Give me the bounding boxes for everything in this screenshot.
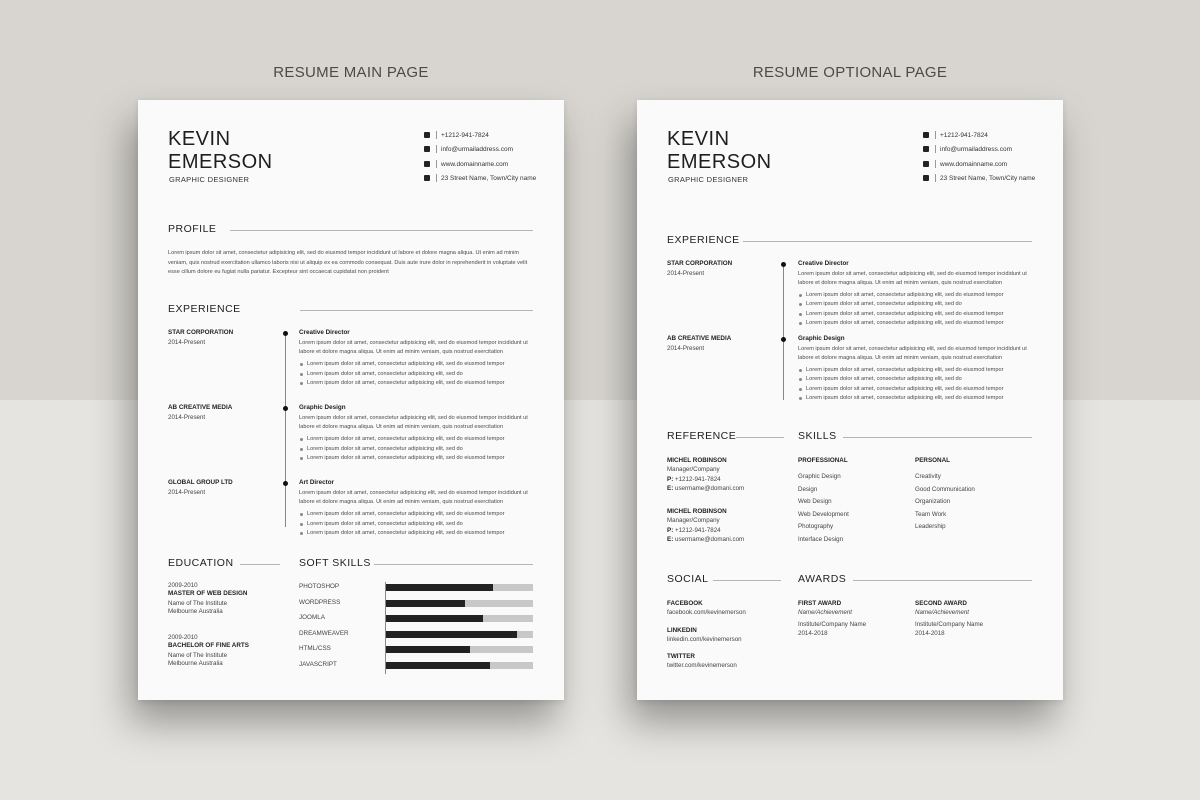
contact-text: www.domainname.com xyxy=(940,160,1008,168)
skill-bar-fill xyxy=(386,584,493,591)
contact-text: +1212-941-7824 xyxy=(940,132,988,139)
personal-skill: Organization xyxy=(915,498,951,506)
education-years: 2009-2010 xyxy=(168,634,198,641)
caption-optional-page: RESUME OPTIONAL PAGE xyxy=(752,64,948,81)
job-role: Graphic Design xyxy=(798,335,845,342)
job-role: Creative Director xyxy=(299,329,350,336)
personal-skill: Team Work xyxy=(915,510,947,518)
globe-icon xyxy=(424,161,430,167)
job-bullet: Lorem ipsum dolor sit amet, consectetur adipisicing elit, sed do eiusmod tempor xyxy=(307,361,505,367)
job-bullet: Lorem ipsum dolor sit amet, consectetur adipisicing elit, sed do eiusmod tempor xyxy=(806,367,1004,373)
timeline-dot xyxy=(781,262,786,267)
skills-rule xyxy=(843,437,1032,438)
caption-main-page: RESUME MAIN PAGE xyxy=(273,64,429,81)
soft-skills-rule xyxy=(374,564,533,565)
award-title: SECOND AWARD xyxy=(915,600,967,607)
contact-divider xyxy=(436,174,437,182)
person-name xyxy=(168,128,273,174)
education-rule xyxy=(240,564,280,565)
personal-skill: Good Communication xyxy=(915,485,975,493)
professional-skill: Interface Design xyxy=(798,536,844,543)
timeline-dot xyxy=(781,337,786,342)
last-name: EMERSON xyxy=(667,151,772,173)
resume-main-page xyxy=(138,100,564,700)
profile-text: Lorem ipsum dolor sit amet, consectetur adipisicing elit, sed do eiusmod tempor incididunt ut labore et dolore magna aliqua. Ut enim ad minim veniam, quis nostrud exercitation ullamco laboris nisi ut aliquip ex ea commodo consequat. Duis aute irure dolor in reprehenderit in voluptate velit esse cillum dolore eu fugiat nulla pariatur. Excepteur sint occaecat cupidatat non proident xyxy=(168,250,528,275)
education-degree: MASTER OF WEB DESIGN xyxy=(168,590,248,597)
job-role: Creative Director xyxy=(798,260,849,267)
job-title: GRAPHIC DESIGNER xyxy=(668,175,749,184)
job-bullet: Lorem ipsum dolor sit amet, consectetur adipisicing elit, sed do xyxy=(307,445,463,452)
soft-skill-name: JAVASCRIPT xyxy=(299,660,337,668)
social-network: TWITTER xyxy=(667,653,695,660)
awards-rule xyxy=(853,580,1032,581)
social-handle: facebook.com/kevinemerson xyxy=(667,609,746,616)
skill-bar-fill xyxy=(386,646,470,653)
award-years: 2014-2018 xyxy=(798,630,828,637)
mail-icon xyxy=(923,146,929,152)
experience-rule xyxy=(743,241,1032,242)
contact-divider xyxy=(935,145,936,153)
mail-icon xyxy=(424,146,430,152)
professional-skill: Design xyxy=(798,485,818,493)
last-name: EMERSON xyxy=(168,151,273,173)
contact-divider xyxy=(436,145,437,153)
location-icon xyxy=(923,175,929,181)
contact-text: info@urmailaddress.com xyxy=(441,146,513,154)
reference-phone: +1212-941-7824 xyxy=(675,527,721,534)
reference-role: Manager/Company xyxy=(667,517,720,524)
experience-rule xyxy=(300,310,533,311)
soft-skill-name: WORDPRESS xyxy=(299,598,341,606)
professional-skill: Web Development xyxy=(798,510,849,518)
job-bullet: Lorem ipsum dolor sit amet, consectetur adipisicing elit, sed do eiusmod tempor xyxy=(307,511,505,517)
job-period: 2014-Present xyxy=(168,414,206,421)
personal-skill: Leadership xyxy=(915,523,946,531)
reference-email-label: E: xyxy=(667,485,674,492)
contact-text: 23 Street Name, Town/City name xyxy=(441,174,537,182)
job-description: Lorem ipsum dolor sit amet, consectetur adipisicing elit, sed do eiusmod tempor incididunt ut labore et dolore magna aliqua. Ut enim ad minim veniam, quis nostrud exercitation xyxy=(299,415,528,430)
job-bullet: Lorem ipsum dolor sit amet, consectetur adipisicing elit, sed do eiusmod tempor xyxy=(806,394,1004,401)
job-company: AB CREATIVE MEDIA xyxy=(667,335,732,342)
education-years: 2009-2010 xyxy=(168,582,198,589)
education-school: Name of The Institute xyxy=(168,652,228,659)
award-organization: Institute/Company Name xyxy=(915,621,984,628)
contact-text: www.domainname.com xyxy=(441,160,509,168)
job-bullet: Lorem ipsum dolor sit amet, consectetur adipisicing elit, sed do xyxy=(307,520,463,527)
reference-name: MICHEL ROBINSON xyxy=(667,457,727,464)
job-bullet: Lorem ipsum dolor sit amet, consectetur adipisicing elit, sed do eiusmod tempor xyxy=(806,319,1004,326)
phone-icon xyxy=(923,132,929,138)
education-school: Name of The Institute xyxy=(168,600,228,607)
skills-axis xyxy=(385,582,386,674)
awards-heading: AWARDS xyxy=(798,573,847,585)
reference-phone: +1212-941-7824 xyxy=(675,476,721,483)
skill-bar-fill xyxy=(386,615,483,622)
job-bullet: Lorem ipsum dolor sit amet, consectetur adipisicing elit, sed do eiusmod tempor xyxy=(806,310,1004,317)
job-description: Lorem ipsum dolor sit amet, consectetur adipisicing elit, sed do eiusmod tempor incididunt ut labore et dolore magna aliqua. Ut enim ad minim veniam, quis nostrud exercitation xyxy=(299,340,528,355)
reference-email-label: E: xyxy=(667,536,674,543)
social-heading: SOCIAL xyxy=(667,573,709,585)
reference-role: Manager/Company xyxy=(667,466,720,473)
job-period: 2014-Present xyxy=(667,345,705,352)
award-organization: Institute/Company Name xyxy=(798,621,867,628)
job-bullet: Lorem ipsum dolor sit amet, consectetur adipisicing elit, sed do xyxy=(806,301,962,308)
contact-divider xyxy=(935,131,936,139)
profile-heading: PROFILE xyxy=(168,223,217,235)
personal-heading: PERSONAL xyxy=(915,457,950,464)
education-heading: EDUCATION xyxy=(168,557,234,569)
soft-skill-name: JOOMLA xyxy=(299,614,325,621)
contact-row xyxy=(923,160,1007,168)
professional-heading: PROFESSIONAL xyxy=(798,457,848,464)
timeline-dot xyxy=(283,481,288,486)
skill-bar-track xyxy=(386,615,533,622)
timeline-dot xyxy=(283,331,288,336)
contact-row xyxy=(424,145,513,153)
education-place: Melbourne Australia xyxy=(168,660,223,667)
job-company: GLOBAL GROUP LTD xyxy=(168,479,233,486)
contact-row xyxy=(424,131,489,139)
person-name xyxy=(667,128,772,174)
contact-text: info@urmailaddress.com xyxy=(940,146,1012,154)
first-name: KEVIN xyxy=(168,128,231,150)
contact-row xyxy=(923,131,988,139)
social-rule xyxy=(713,580,781,581)
job-company: STAR CORPORATION xyxy=(667,260,733,267)
award-subtitle: Name/Achievement xyxy=(915,609,969,616)
resume-optional-page xyxy=(637,100,1063,700)
job-description: Lorem ipsum dolor sit amet, consectetur adipisicing elit, sed do eiusmod tempor incididunt ut labore et dolore magna aliqua. Ut enim ad minim veniam, quis nostrud exercitation xyxy=(299,490,528,505)
skill-bar-track xyxy=(386,662,533,669)
job-bullet: Lorem ipsum dolor sit amet, consectetur adipisicing elit, sed do eiusmod tempor xyxy=(806,385,1004,392)
reference-name: MICHEL ROBINSON xyxy=(667,508,727,515)
job-period: 2014-Present xyxy=(667,270,705,277)
skill-bar-fill xyxy=(386,600,465,607)
award-years: 2014-2018 xyxy=(915,630,945,637)
job-description: Lorem ipsum dolor sit amet, consectetur adipisicing elit, sed do eiusmod tempor incididunt ut labore et dolore magna aliqua. Ut enim ad minim veniam, quis nostrud exercitation xyxy=(798,271,1027,286)
contact-divider xyxy=(436,131,437,139)
job-company: AB CREATIVE MEDIA xyxy=(168,404,233,411)
contact-divider xyxy=(436,160,437,168)
timeline-line xyxy=(285,333,286,527)
social-network: LINKEDIN xyxy=(667,626,697,634)
job-bullet: Lorem ipsum dolor sit amet, consectetur adipisicing elit, sed do xyxy=(806,376,962,383)
contact-row xyxy=(424,160,508,168)
skill-bar-track xyxy=(386,646,533,653)
soft-skill-name: HTML/CSS xyxy=(299,645,331,652)
first-name: KEVIN xyxy=(667,128,730,150)
skill-bar-track xyxy=(386,584,533,591)
skills-heading: SKILLS xyxy=(798,430,837,442)
job-company: STAR CORPORATION xyxy=(168,329,234,336)
reference-phone-label: P: xyxy=(667,527,674,534)
job-bullet: Lorem ipsum dolor sit amet, consectetur adipisicing elit, sed do xyxy=(307,370,463,377)
award-title: FIRST AWARD xyxy=(798,600,842,607)
contact-row xyxy=(923,145,1012,153)
social-network: FACEBOOK xyxy=(667,600,703,607)
experience-heading: EXPERIENCE xyxy=(168,303,241,315)
reference-heading: REFERENCE xyxy=(667,430,737,442)
job-role: Art Director xyxy=(299,479,334,486)
timeline-dot xyxy=(283,406,288,411)
job-bullet: Lorem ipsum dolor sit amet, consectetur adipisicing elit, sed do eiusmod tempor xyxy=(307,530,505,536)
skill-bar-track xyxy=(386,600,533,607)
job-description: Lorem ipsum dolor sit amet, consectetur adipisicing elit, sed do eiusmod tempor incididunt ut labore et dolore magna aliqua. Ut enim ad minim veniam, quis nostrud exercitation xyxy=(798,346,1027,361)
skill-bar-track xyxy=(386,631,533,638)
professional-skill: Graphic Design xyxy=(798,473,841,480)
contact-divider xyxy=(935,160,936,168)
reference-email: usermame@domani.com xyxy=(675,536,745,543)
education-place: Melbourne Australia xyxy=(168,608,223,615)
professional-skill: Web Design xyxy=(798,498,832,506)
skill-bar-fill xyxy=(386,631,517,638)
professional-skill: Photography xyxy=(798,523,834,531)
job-period: 2014-Present xyxy=(168,489,206,496)
job-bullet: Lorem ipsum dolor sit amet, consectetur adipisicing elit, sed do eiusmod tempor xyxy=(307,455,505,461)
contact-divider xyxy=(935,174,936,182)
contact-row xyxy=(424,174,536,182)
soft-skills-heading: SOFT SKILLS xyxy=(299,557,371,569)
job-role: Graphic Design xyxy=(299,404,346,411)
contact-text: 23 Street Name, Town/City name xyxy=(940,174,1036,182)
job-bullet: Lorem ipsum dolor sit amet, consectetur adipisicing elit, sed do eiusmod tempor xyxy=(307,436,505,442)
skill-bar-fill xyxy=(386,662,490,669)
timeline-line xyxy=(783,264,784,400)
job-bullet: Lorem ipsum dolor sit amet, consectetur adipisicing elit, sed do eiusmod tempor xyxy=(806,292,1004,298)
job-title: GRAPHIC DESIGNER xyxy=(169,175,250,184)
job-period: 2014-Present xyxy=(168,339,206,346)
job-bullet: Lorem ipsum dolor sit amet, consectetur adipisicing elit, sed do eiusmod tempor xyxy=(307,380,505,386)
soft-skill-name: PHOTOSHOP xyxy=(299,583,340,590)
education-degree: BACHELOR OF FINE ARTS xyxy=(168,642,249,649)
reference-phone-label: P: xyxy=(667,476,674,483)
personal-skill: Creativity xyxy=(915,473,941,480)
soft-skill-name: DREAMWEAVER xyxy=(299,629,349,637)
award-subtitle: Name/Achievement xyxy=(798,609,852,616)
contact-row xyxy=(923,174,1035,182)
globe-icon xyxy=(923,161,929,167)
social-handle: twitter.com/kevinemerson xyxy=(667,662,737,669)
experience-heading: EXPERIENCE xyxy=(667,234,740,246)
social-handle: linkedin.com/kevinemerson xyxy=(667,635,742,643)
reference-rule xyxy=(736,437,784,438)
phone-icon xyxy=(424,132,430,138)
profile-rule xyxy=(230,230,533,231)
location-icon xyxy=(424,175,430,181)
reference-email: usermame@domani.com xyxy=(675,485,745,492)
contact-text: +1212-941-7824 xyxy=(441,132,489,139)
